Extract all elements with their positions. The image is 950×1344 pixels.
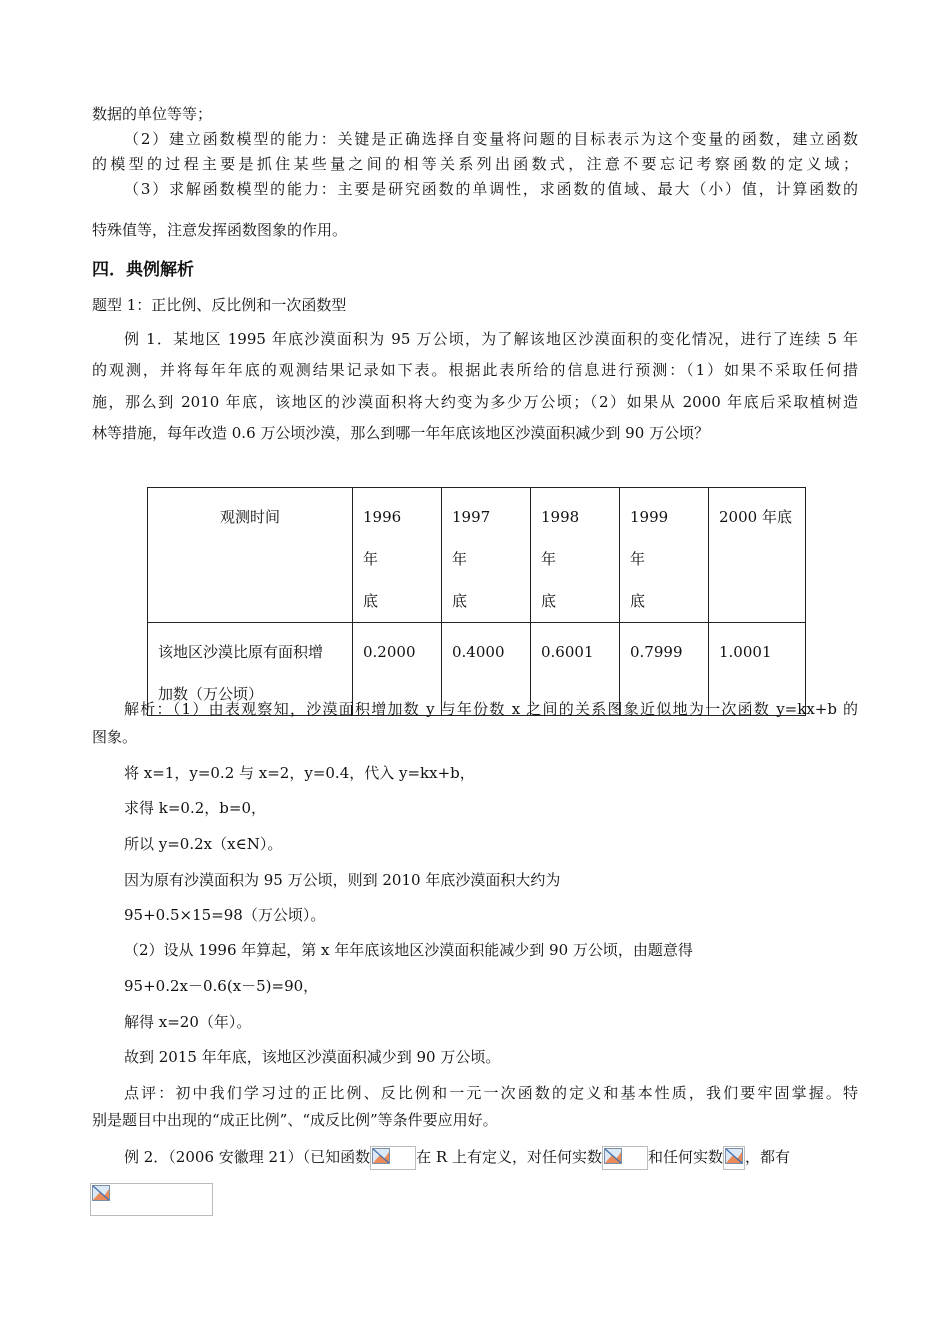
comment-line-1: 点评：初中我们学习过的正比例、反比例和一元一次函数的定义和基本性质，我们要牢固掌握。特: [124, 1084, 858, 1102]
value-cell: 0.2000: [353, 623, 442, 716]
example2-part-2: 在 R 上有定义，对任何实数: [416, 1148, 602, 1166]
solution-step: （2）设从 1996 年算起，第 x 年年底该地区沙漠面积能减少到 90 万公顷，由题意得: [124, 941, 693, 959]
solution-line-2: 图象。: [92, 728, 138, 746]
solution-step: 因为原有沙漠面积为 95 万公顷，则到 2010 年底沙漠面积大约为: [124, 871, 561, 889]
formula-image-placeholder: [90, 1183, 213, 1216]
year-bottom: 底: [541, 592, 557, 610]
year-cell: [353, 488, 442, 623]
solution-step: 求得 k=0.2，b=0，: [124, 799, 266, 817]
intro-para3-line-2: 特殊值等，注意发挥函数图象的作用。: [92, 221, 348, 239]
broken-image-icon: [92, 1185, 110, 1201]
comment-line-2: 别是题目中出现的“成正比例”、“成反比例”等条件要应用好。: [92, 1111, 498, 1129]
formula-image-placeholder: [370, 1146, 416, 1170]
value-cell: 0.7999: [620, 623, 709, 716]
header-label-cell: [148, 488, 353, 623]
year-bottom: 底: [363, 592, 379, 610]
broken-image-icon: [604, 1148, 622, 1164]
solution-step: 95+0.2x－0.6(x－5)=90，: [124, 977, 319, 995]
broken-image-icon: [725, 1148, 743, 1164]
example1-line-1: 例 1．某地区 1995 年底沙漠面积为 95 万公顷，为了解该地区沙漠面积的变化情况，进行了连续 5 年: [124, 330, 858, 348]
solution-step: 故到 2015 年年底，该地区沙漠面积减少到 90 万公顷。: [124, 1048, 501, 1066]
year-cell: [620, 488, 709, 623]
formula-image-placeholder: [602, 1146, 648, 1170]
value-cell: 0.4000: [442, 623, 531, 716]
example1-line-2: 的观测，并将每年年底的观测结果记录如下表。根据此表所给的信息进行预测：（1）如果不采取任何措: [92, 361, 858, 379]
intro-para2-line-2: 的模型的过程主要是抓住某些量之间的相等关系列出函数式，注意不要忘记考察函数的定义域；: [92, 155, 858, 173]
year-bottom: 底: [452, 592, 468, 610]
problem-type-1: 题型 1：正比例、反比例和一次函数型: [92, 296, 347, 314]
row-label-line-2: 加数（万公顷）: [158, 685, 264, 703]
example2-part-3: 和任何实数: [647, 1148, 723, 1166]
table-header-row: [148, 488, 806, 623]
year-top: 1996 年: [363, 508, 421, 568]
intro-line-1: 数据的单位等等；: [92, 105, 213, 123]
example2-line: [124, 1146, 858, 1172]
year-cell: [709, 488, 806, 623]
example2-part-4: ，都有: [744, 1148, 790, 1166]
observation-table: [147, 487, 806, 716]
broken-image-icon: [372, 1148, 390, 1164]
solution-step: 所以 y=0.2x（x∈N）。: [124, 835, 283, 853]
section-heading: 四．典例解析: [92, 260, 194, 280]
year-bottom: 底: [630, 592, 646, 610]
row-label-line-1: 该地区沙漠比原有面积增: [158, 643, 324, 661]
header-label: 观测时间: [219, 508, 280, 526]
solution-line-1: 解析：（1）由表观察知，沙漠面积增加数 y 与年份数 x 之间的关系图象近似地为一次函数 y=kx+b 的: [124, 700, 858, 718]
value-cell: 1.0001: [709, 623, 806, 716]
year-top: 1997 年: [452, 508, 510, 568]
year-top: 1999 年: [630, 508, 688, 568]
year-cell: [531, 488, 620, 623]
example2-part-1: 例 2．（2006 安徽理 21）（已知函数: [124, 1148, 371, 1166]
intro-para2-line-1: （2）建立函数模型的能力：关键是正确选择自变量将问题的目标表示为这个变量的函数，建立函数: [124, 130, 858, 148]
solution-step: 解得 x=20（年）。: [124, 1013, 252, 1031]
example1-line-3: 施，那么到 2010 年底，该地区的沙漠面积将大约变为多少万公顷；（2）如果从 2000 年底后采取植树造: [92, 393, 858, 411]
year-last: 2000 年底: [719, 508, 792, 526]
intro-para3-line-1: （3）求解函数模型的能力：主要是研究函数的单调性，求函数的值域、最大（小）值，计算函数的: [124, 180, 858, 198]
solution-step: 将 x=1，y=0.2 与 x=2，y=0.4，代入 y=kx+b，: [124, 764, 475, 782]
solution-step: 95+0.5×15=98（万公顷）。: [124, 906, 326, 924]
year-cell: [442, 488, 531, 623]
value-cell: 0.6001: [531, 623, 620, 716]
formula-image-placeholder: [723, 1146, 745, 1170]
year-top: 1998 年: [541, 508, 599, 568]
example1-line-4: 林等措施，每年改造 0.6 万公顷沙漠，那么到哪一年年底该地区沙漠面积减少到 90 万公顷？: [92, 424, 710, 442]
